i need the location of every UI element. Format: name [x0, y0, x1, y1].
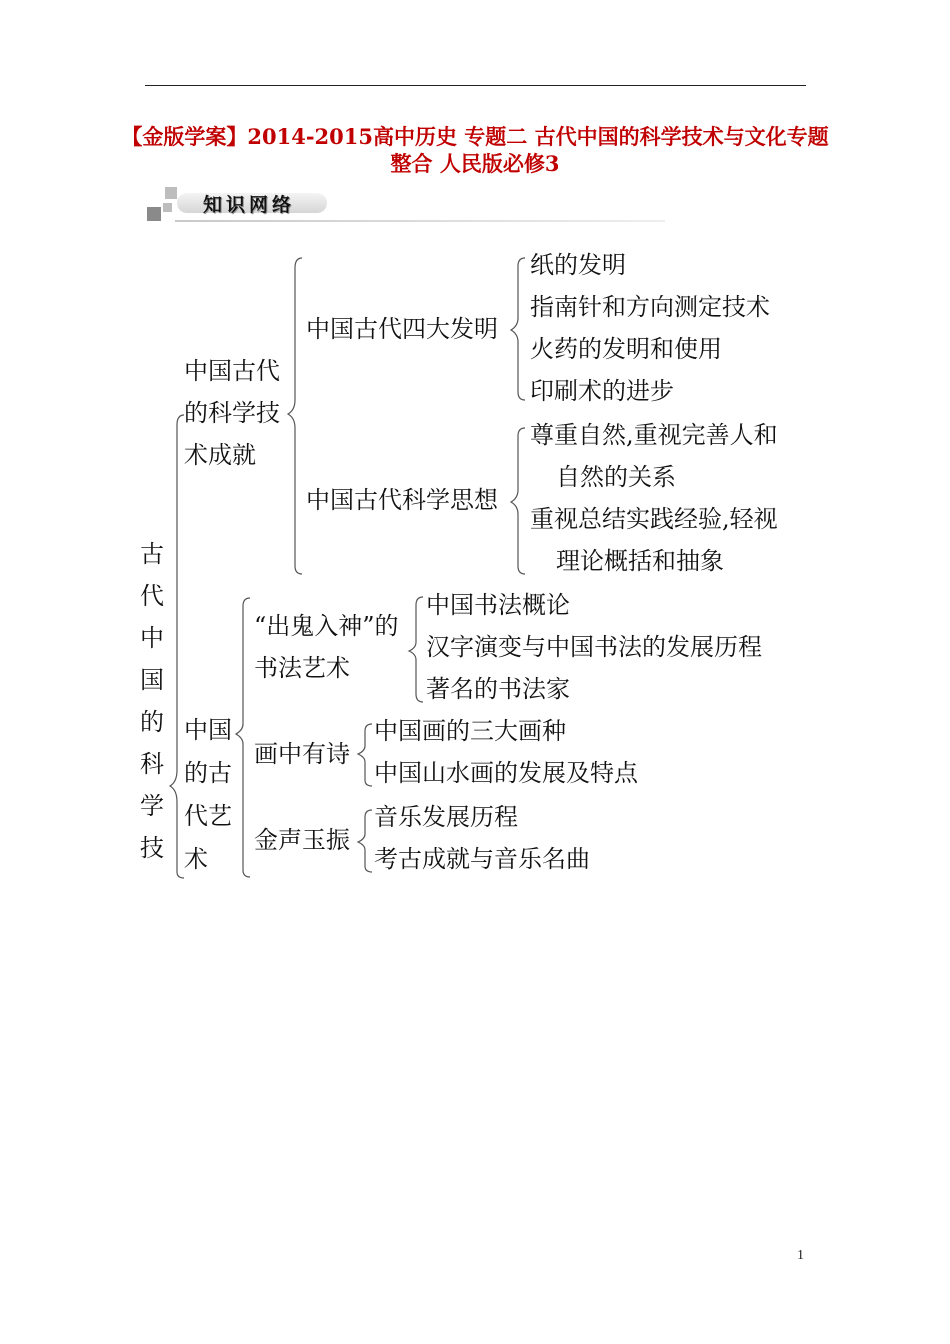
- list-item: 音乐发展历程: [374, 803, 518, 831]
- branch2-label-line: 中国: [184, 716, 232, 744]
- list-item: 火药的发明和使用: [530, 335, 722, 363]
- brace-painting: [358, 724, 372, 786]
- list-item: 指南针和方向测定技术: [530, 293, 770, 321]
- list-item-continuation: 理论概括和抽象: [556, 547, 724, 575]
- list-item: 中国山水画的发展及特点: [374, 759, 638, 787]
- thoughts-node: 中国古代科学思想: [306, 486, 498, 514]
- list-item: 纸的发明: [530, 251, 626, 279]
- list-item: 重视总结实践经验,轻视: [530, 505, 778, 533]
- brace-calligraphy: [409, 597, 423, 702]
- list-item: 汉字演变与中国书法的发展历程: [426, 633, 762, 661]
- branch1-label-line: 的科学技: [184, 399, 280, 427]
- list-item: 考古成就与音乐名曲: [374, 845, 590, 873]
- page-number: 1: [797, 1248, 804, 1263]
- calligraphy-node-line: “出鬼入神”的: [254, 612, 399, 640]
- brace-inventions: [511, 258, 525, 400]
- branch2-label-line: 代艺: [184, 802, 232, 830]
- list-item: 中国书法概论: [426, 591, 570, 619]
- calligraphy-node-line: 书法艺术: [254, 654, 350, 682]
- inventions-node: 中国古代四大发明: [306, 315, 498, 343]
- list-item-continuation: 自然的关系: [556, 463, 676, 491]
- brace-music: [358, 810, 372, 872]
- branch2-label-line: 术: [184, 845, 208, 873]
- brace-root: [170, 415, 184, 878]
- list-item: 著名的书法家: [426, 675, 570, 703]
- list-item: 印刷术的进步: [530, 377, 674, 405]
- document-title: 【金版学案】2014-2015高中历史 专题二 古代中国的科学技术与文化专题整合 人民版必修3: [121, 124, 829, 176]
- root-node: 古代中国的科学技: [140, 540, 164, 862]
- painting-node: 画中有诗: [254, 740, 350, 768]
- branch2-label-line: 的古: [184, 759, 232, 787]
- branch1-label-line: 术成就: [184, 441, 256, 469]
- brace-branch2: [236, 598, 250, 877]
- list-item: 中国画的三大画种: [374, 717, 566, 745]
- music-node: 金声玉振: [254, 826, 350, 854]
- list-item: 尊重自然,重视完善人和: [530, 421, 778, 449]
- brace-thoughts: [511, 428, 525, 574]
- branch1-label-line: 中国古代: [184, 357, 280, 385]
- brace-branch1: [288, 258, 302, 574]
- section-title: 知识网络: [203, 194, 296, 216]
